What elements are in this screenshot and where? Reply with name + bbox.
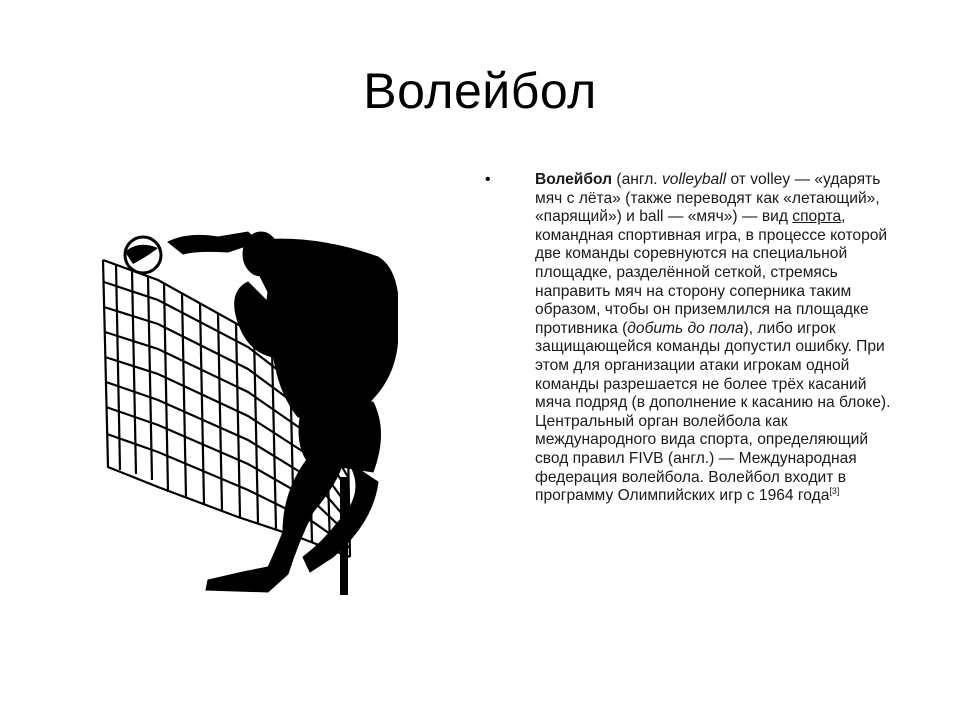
term: Волейбол — [535, 171, 613, 188]
volleyball-player-illustration — [98, 212, 398, 597]
text-part-4: ), либо игрок защищающейся команды допустил ошибку. При этом для организации атаки игрокам одной команды разрешается не более трёх касаний мяча подряд (в дополнение к касанию на блоке). Центральный орган волейбола как международного вида спорта, определяющий свод правил FIVB (англ.) — Международная федерация волейбола. Волейбол входит в программу Олимпийских игр с 1964 года — [535, 319, 891, 505]
bullet-item — [485, 171, 905, 506]
content-area — [485, 171, 905, 506]
text-part-2: от volley — «ударять мяч с лёта» (также переводят как «летающий», «парящий») и ball — «мяч») — вид — [535, 171, 881, 226]
footnote-ref[interactable]: [3] — [829, 485, 840, 496]
text-part-1: (англ. — [612, 171, 662, 188]
bullet-marker: • — [485, 171, 491, 188]
paragraph — [535, 171, 905, 506]
text-part-3: , командная спортивная игра, в процессе которой две команды соревнуются на специальной площадке, разделённой сеткой, стремясь направить мяч на сторону соперника таким образом, чтобы он приземлился на площадке противника ( — [535, 208, 888, 337]
slide-title: Волейбол — [363, 63, 597, 119]
english-word: volleyball — [661, 171, 727, 188]
sport-link[interactable]: спорта — [792, 208, 842, 226]
italic-phrase: добить до пола — [627, 319, 744, 337]
ball-icon — [125, 237, 161, 273]
